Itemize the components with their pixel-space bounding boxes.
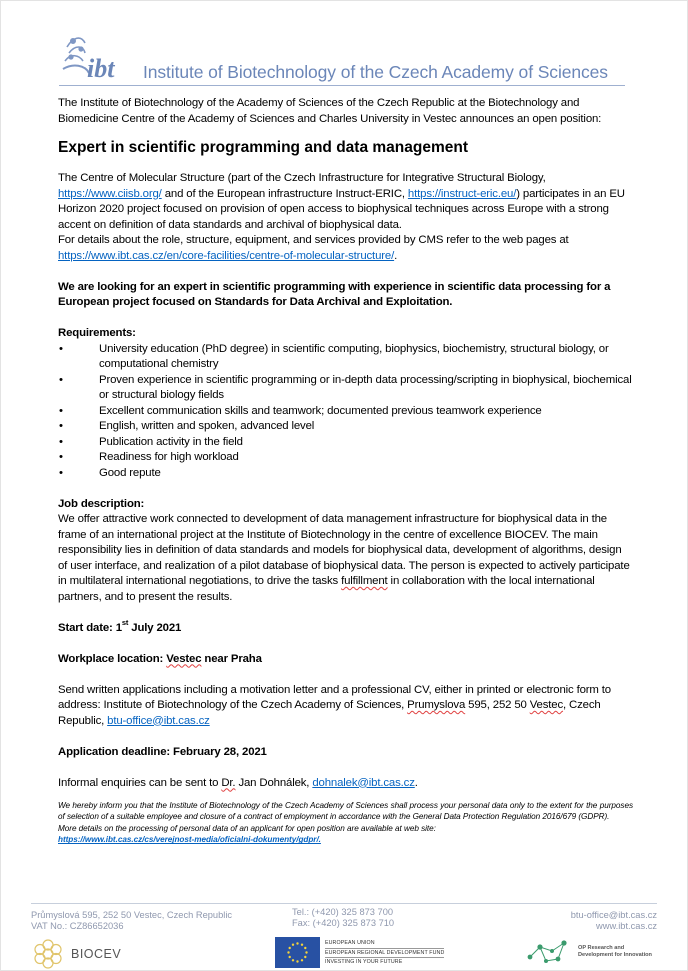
applications-paragraph: Send written applications including a motivation letter and a professional CV, either in printed or electronic form to address: Institute of Biotechnology of the Czech Academy of Sciences, Prumyslova 595, 252 50 Vestec, Czech Republic, btu-office@ibt.cas.cz (58, 683, 611, 727)
intro-paragraph: The Institute of Biotechnology of the Academy of Sciences of the Czech Republic at the Biotechnology and Biomedicine Centre of the Academy of Sciences and Charles University in Vestec announces an open position: (58, 97, 602, 125)
ciisb-link[interactable]: https://www.ciisb.org/ (58, 187, 162, 200)
list-item: • English, written and spoken, advanced level (59, 420, 315, 432)
dohnalek-email-link[interactable]: dohnalek@ibt.cas.cz (312, 776, 415, 789)
instruct-eric-link[interactable]: https://instruct-eric.eu/ (407, 187, 517, 200)
document-body (58, 96, 633, 846)
list-item: • Publication activity in the field (59, 435, 243, 448)
footer-vat: VAT No.: CZ86652036 (31, 921, 124, 932)
footer-divider (31, 903, 657, 904)
svg-text:ibt: ibt (87, 54, 115, 83)
list-item: • Proven experience in scientific programming or in-depth data processing/scripting in biophysical, biochemical or structural biology fields (59, 373, 632, 401)
application-deadline: Application deadline: February 28, 2021 (58, 745, 267, 758)
footer-tel: Tel.: (+420) 325 873 700 (292, 907, 394, 917)
eu-funding-logo (275, 935, 500, 970)
op-rdi-text: OP Research and Development for Innovation (578, 945, 652, 958)
footer-web: www.ibt.cas.cz (596, 921, 657, 932)
letterhead (59, 31, 625, 87)
job-description-text: We offer attractive work connected to development of data management infrastructure for biophysical data in the frame of an international project at the Institute of Biotechnology in the centre of excellence BIOCEV. The main responsibility lies in definition of data standards and models for biophysical data, development of algorithms, design of user interface, and realization of a pilot database of biophysical data. The person is expected to actively participate in multilateral international negotiations, to drive the tasks fulfillment in collaboration with the local international partners, and to present the results. (58, 513, 630, 603)
op-rdi-molecule-icon (524, 935, 576, 969)
position-title: Expert in scientific programming and data management (58, 139, 468, 156)
requirements-heading: Requirements: (58, 327, 136, 339)
eu-flag-icon (275, 937, 320, 968)
footer-fax: Fax: (+420) 325 873 710 (292, 918, 395, 929)
footer-email: btu-office@ibt.cas.cz (570, 910, 657, 920)
list-item: • Excellent communication skills and teamwork; documented previous teamwork experience (59, 404, 542, 417)
cms-details-paragraph: For details about the role, structure, equipment, and services provided by CMS refer to the web pages at https://www.ibt.cas.cz/en/core-facilities/centre-of-molecular-structure/. (58, 234, 569, 262)
op-rdi-logo (524, 935, 664, 970)
biocev-logo: BIOCEV (31, 937, 151, 971)
letterhead-footer (1, 905, 688, 971)
requirements-list (58, 342, 633, 482)
footer-contact-block (571, 910, 657, 933)
footer-address-block (31, 910, 232, 933)
btu-office-email-link[interactable]: btu-office@ibt.cas.cz (107, 714, 210, 727)
list-item: • Readiness for high workload (59, 451, 239, 463)
job-description-heading: Job description: (58, 497, 145, 510)
start-date: Start date: 1st July 2021 (58, 617, 182, 634)
eu-funding-text: EUROPEAN UNION EUROPEAN REGIONAL DEVELOPMENT FUND INVESTING IN YOUR FUTURE (325, 940, 445, 965)
cms-paragraph: The Centre of Molecular Structure (part of the Czech Infrastructure for Integrative Structural Biology, https://www.ciisb.org/ and of the European infrastructure Instruct-ERIC, https://instruct-eric.eu/) participates in an EU Horizon 2020 project focused on provision of open access to biophysical techniques across Europe with a strong accent on definition of data standards and archival of biophysical data. (58, 172, 625, 231)
header-divider (59, 85, 625, 86)
footer-address: Průmyslová 595, 252 50 Vestec, Czech Republic (31, 910, 233, 920)
gdpr-link[interactable]: https://www.ibt.cas.cz/cs/verejnost-media/oficialni-dokumenty/gdpr/. (58, 835, 321, 845)
list-item: • University education (PhD degree) in scientific computing, biophysics, biochemistry, structural biology, or computational chemistry (59, 342, 609, 370)
gdpr-notice: We hereby inform you that the Institute of Biotechnology of the Czech Academy of Sciences shall process your personal data only to the extent for the purposes of selection of a suitable employee and closure of a contract of employment in accordance with the General Data Protection Regulation 2016/679 (GDPR). More details on the processing of personal data of an applicant for open position are available at web site: https://www.ibt.cas.cz/cs/verejnost-media/oficialni-dokumenty/gdpr/. (58, 801, 633, 845)
enquiries-paragraph: Informal enquiries can be sent to Dr. Jan Dohnálek, dohnalek@ibt.cas.cz. (58, 776, 418, 789)
biocev-flower-icon (31, 937, 65, 971)
looking-for-paragraph: We are looking for an expert in scientific programming with experience in scientific data processing for a European project focused on Standards for Data Archival and Exploitation. (58, 280, 611, 308)
cms-web-link[interactable]: https://www.ibt.cas.cz/en/core-facilities/centre-of-molecular-structure/ (58, 249, 395, 262)
workplace-location: Workplace location: Vestec near Praha (58, 652, 262, 665)
list-item: • Good repute (59, 466, 161, 479)
ibt-logo-icon (59, 31, 135, 83)
footer-phone-block (292, 907, 394, 930)
institute-name: Institute of Biotechnology of the Czech Academy of Sciences (143, 62, 608, 82)
